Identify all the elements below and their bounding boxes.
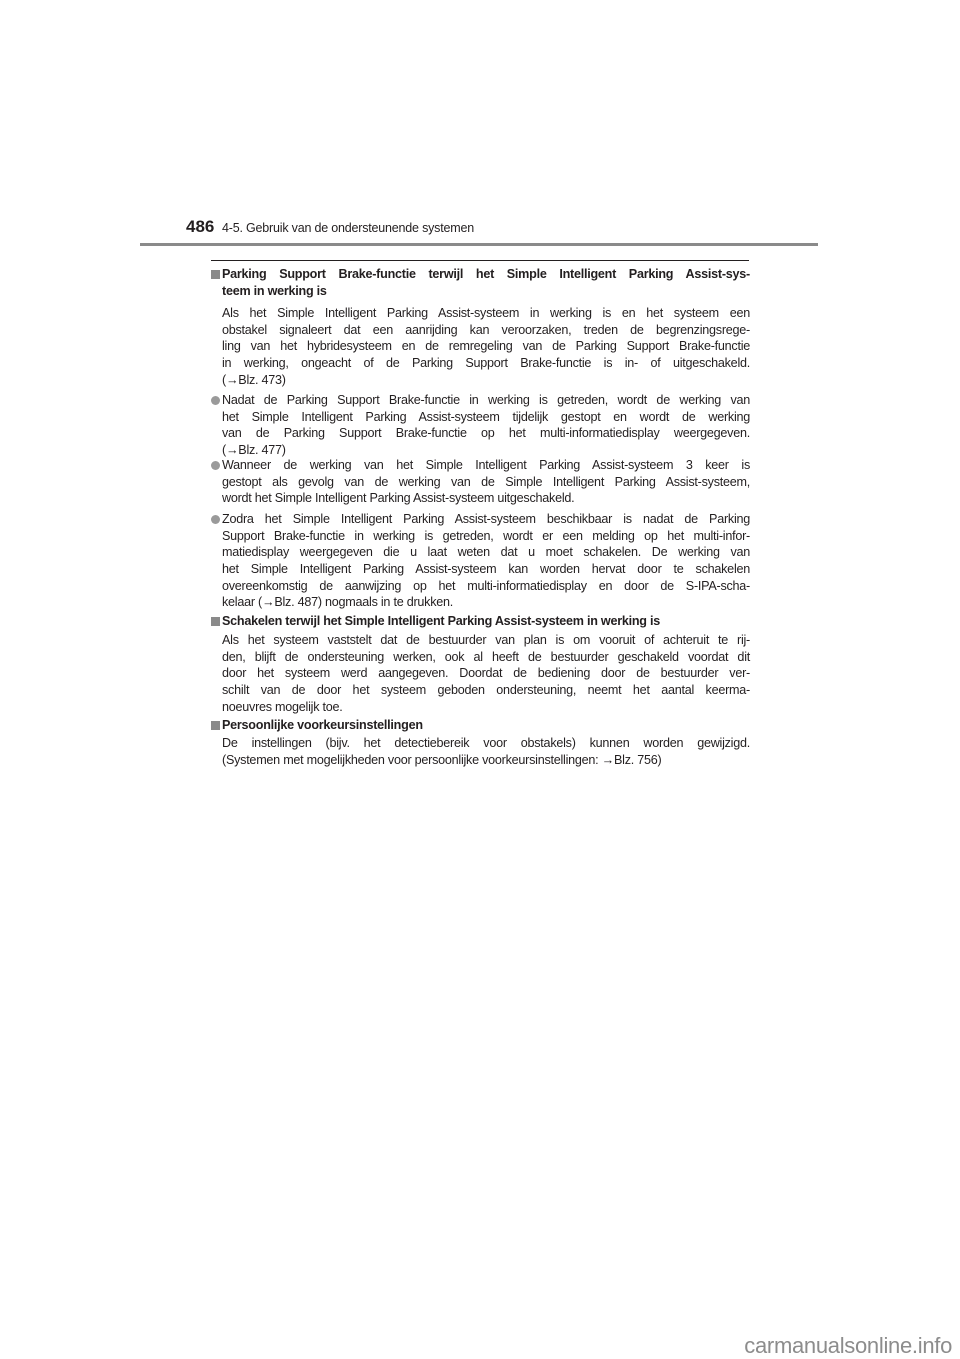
text-line: De instellingen (bijv. het detectiebereik voor obstakels) kunnen worden gewijzigd.	[222, 736, 750, 750]
text-line: Wanneer de werking van het Simple Intelligent Parking Assist-systeem 3 keer is	[222, 458, 750, 472]
text-line: teem in werking is	[222, 283, 327, 298]
text-line: van de Parking Support Brake-functie op het multi-informatiedisplay weergegeven.	[222, 426, 750, 441]
page-number: 486	[186, 217, 215, 236]
text-line: Als het systeem vaststelt dat de bestuurder van plan is om vooruit of achteruit te rij-	[222, 633, 750, 647]
text-line: den, blijft de ondersteuning werken, ook al heeft de bestuurder geschakeld voordat dit	[222, 649, 750, 664]
section-heading	[211, 613, 750, 630]
section-divider	[211, 260, 749, 261]
text-line: het Simple Intelligent Parking Assist-systeem tijdelijk gestopt en wordt de werking	[222, 409, 750, 424]
text-line: matiedisplay weergegeven die u laat weten dat u moet schakelen. De werking van	[222, 545, 750, 560]
text-line: (→Blz. 473)	[222, 372, 286, 387]
text-line: (→Blz. 477)	[222, 443, 286, 458]
text-line: Persoonlijke voorkeursinstellingen	[222, 718, 423, 732]
text-line: Zodra het Simple Intelligent Parking Assist-systeem beschikbaar is nadat de Parking	[222, 512, 750, 526]
section-heading	[211, 266, 750, 299]
text-line: Schakelen terwijl het Simple Intelligent Parking Assist-systeem in werking is	[222, 614, 661, 628]
paragraph	[211, 632, 750, 715]
text-line: Nadat de Parking Support Brake-functie in werking is getreden, wordt de werking van	[222, 393, 750, 407]
text-line: kelaar (→Blz. 487) nogmaals in te drukken.	[222, 595, 453, 610]
watermark: carmanualsonline.info	[744, 1333, 952, 1358]
text-line: (Systemen met mogelijkheden voor persoonlijke voorkeursinstellingen: →Blz. 756)	[222, 752, 662, 767]
text-line: Parking Support Brake-functie terwijl het Simple Intelligent Parking Assist-sys-	[222, 267, 750, 281]
text-line: Als het Simple Intelligent Parking Assist-systeem in werking is en het systeem een	[222, 306, 750, 320]
text-line: overeenkomstig de aanwijzing op het multi-informatiedisplay en door de S-IPA-scha-	[222, 578, 750, 593]
text-line: schilt van de door het systeem geboden ondersteuning, neemt het aantal keerma-	[222, 683, 750, 698]
text-line: in werking, ongeacht of de Parking Support Brake-functie is in- of uitgeschakeld.	[222, 356, 750, 371]
paragraph	[211, 735, 750, 768]
text-line: door het systeem werd aangegeven. Doordat de bediening door de bestuurder ver-	[222, 666, 750, 681]
text-line: noeuvres mogelijk toe.	[222, 699, 343, 714]
bullet-item	[211, 392, 750, 459]
chapter-title: 4-5. Gebruik van de ondersteunende systemen	[222, 221, 474, 235]
text-line: obstakel signaleert dat een aanrijding kan veroorzaken, treden de begrenzingsrege-	[222, 322, 750, 337]
bullet-item	[211, 457, 750, 507]
text-line: Support Brake-functie in werking is getreden, wordt er een melding op het multi-infor-	[222, 528, 750, 543]
text-line: ling van het hybridesysteem en de remregeling van de Parking Support Brake-functie	[222, 339, 750, 354]
text-line: gestopt als gevolg van de werking van de Simple Intelligent Parking Assist-systeem,	[222, 474, 750, 489]
section-heading	[211, 717, 750, 734]
text-line: wordt het Simple Intelligent Parking Assist-systeem uitgeschakeld.	[222, 491, 575, 506]
paragraph	[211, 305, 750, 388]
header-divider	[140, 243, 818, 246]
bullet-item	[211, 511, 750, 611]
text-line: het Simple Intelligent Parking Assist-systeem kan worden hervat door te schakelen	[222, 562, 750, 577]
